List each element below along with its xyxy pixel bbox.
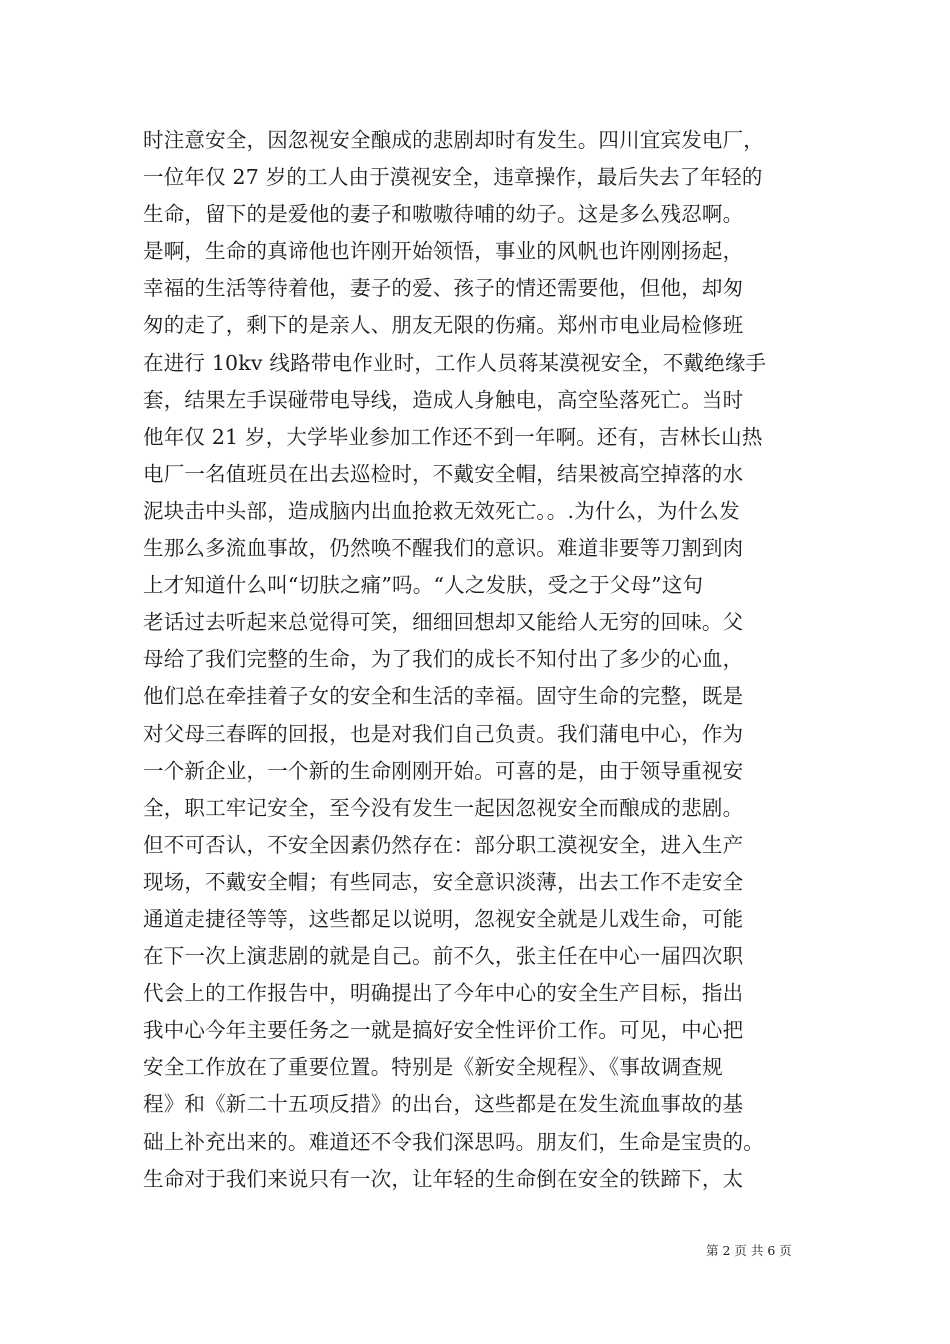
text-line: 是啊，生命的真谛他也许刚开始领悟，事业的风帆也许刚刚扬起， bbox=[143, 239, 744, 264]
text-line: 套，结果左手误碰带电导线，造成人身触电，高空坠落死亡。当时 bbox=[143, 387, 744, 412]
page-number-footer: 第 2 页 共 6 页 bbox=[706, 1243, 792, 1258]
text-line: 我中心今年主要任务之一就是搞好安全性评价工作。可见，中心把 bbox=[143, 1018, 744, 1043]
text-line: 上才知道什么叫“切肤之痛”吗。“人之发肤，受之于父母”这句 bbox=[143, 573, 704, 598]
text-line: 全，职工牢记安全，至今没有发生一起因忽视安全而酿成的悲剧。 bbox=[143, 795, 744, 820]
text-line: 现场，不戴安全帽；有些同志，安全意识淡薄，出去工作不走安全 bbox=[143, 869, 744, 894]
text-line: 老话过去听起来总觉得可笑，细细回想却又能给人无穷的回味。父 bbox=[143, 610, 744, 635]
text-line: 对父母三春晖的回报，也是对我们自己负责。我们蒲电中心，作为 bbox=[143, 721, 744, 746]
text-line: 程》和《新二十五项反措》的出台，这些都是在发生流血事故的基 bbox=[143, 1092, 744, 1117]
text-line: 母给了我们完整的生命，为了我们的成长不知付出了多少的心血， bbox=[143, 647, 744, 672]
text-line: 时注意安全，因忽视安全酿成的悲剧却时有发生。四川宜宾发电厂， bbox=[143, 128, 764, 152]
text-line: 通道走捷径等等，这些都足以说明，忽视安全就是儿戏生命，可能 bbox=[143, 906, 744, 931]
text-line: 在进行 10kv 线路带电作业时，工作人员蒋某漠视安全，不戴绝缘手 bbox=[143, 350, 767, 375]
text-line: 电厂一名值班员在出去巡检时，不戴安全帽，结果被高空掉落的水 bbox=[143, 461, 744, 486]
text-line: 在下一次上演悲剧的就是自己。前不久，张主任在中心一届四次职 bbox=[143, 944, 744, 969]
text-line: 他们总在牵挂着子女的安全和生活的幸福。固守生命的完整，既是 bbox=[143, 684, 744, 709]
body-text bbox=[143, 122, 815, 1198]
text-line: 生那么多流血事故，仍然唤不醒我们的意识。难道非要等刀割到肉 bbox=[143, 536, 744, 561]
text-line: 代会上的工作报告中，明确提出了今年中心的安全生产目标，指出 bbox=[143, 981, 744, 1006]
text-line: 幸福的生活等待着他，妻子的爱、孩子的情还需要他，但他，却匆 bbox=[143, 276, 744, 301]
text-line: 生命，留下的是爱他的妻子和嗷嗷待哺的幼子。这是多么残忍啊。 bbox=[143, 202, 744, 227]
text-line: 匆的走了，剩下的是亲人、朋友无限的伤痛。郑州市电业局检修班 bbox=[143, 313, 744, 338]
text-line: 一个新企业，一个新的生命刚刚开始。可喜的是，由于领导重视安 bbox=[143, 758, 744, 783]
text-line: 生命对于我们来说只有一次，让年轻的生命倒在安全的铁蹄下，太 bbox=[143, 1166, 744, 1191]
text-line: 一位年仅 27 岁的工人由于漠视安全，违章操作，最后失去了年轻的 bbox=[143, 165, 763, 190]
text-line: 他年仅 21 岁，大学毕业参加工作还不到一年啊。还有，吉林长山热 bbox=[143, 424, 763, 449]
text-line: 础上补充出来的。难道还不令我们深思吗。朋友们，生命是宝贵的。 bbox=[143, 1129, 764, 1154]
text-line: 但不可否认，不安全因素仍然存在：部分职工漠视安全，进入生产 bbox=[143, 832, 744, 857]
text-line: 安全工作放在了重要位置。特别是《新安全规程》、《事故调查规 bbox=[143, 1055, 723, 1080]
text-line: 泥块击中头部，造成脑内出血抢救无效死亡。。.为什么，为什么发 bbox=[143, 498, 740, 523]
